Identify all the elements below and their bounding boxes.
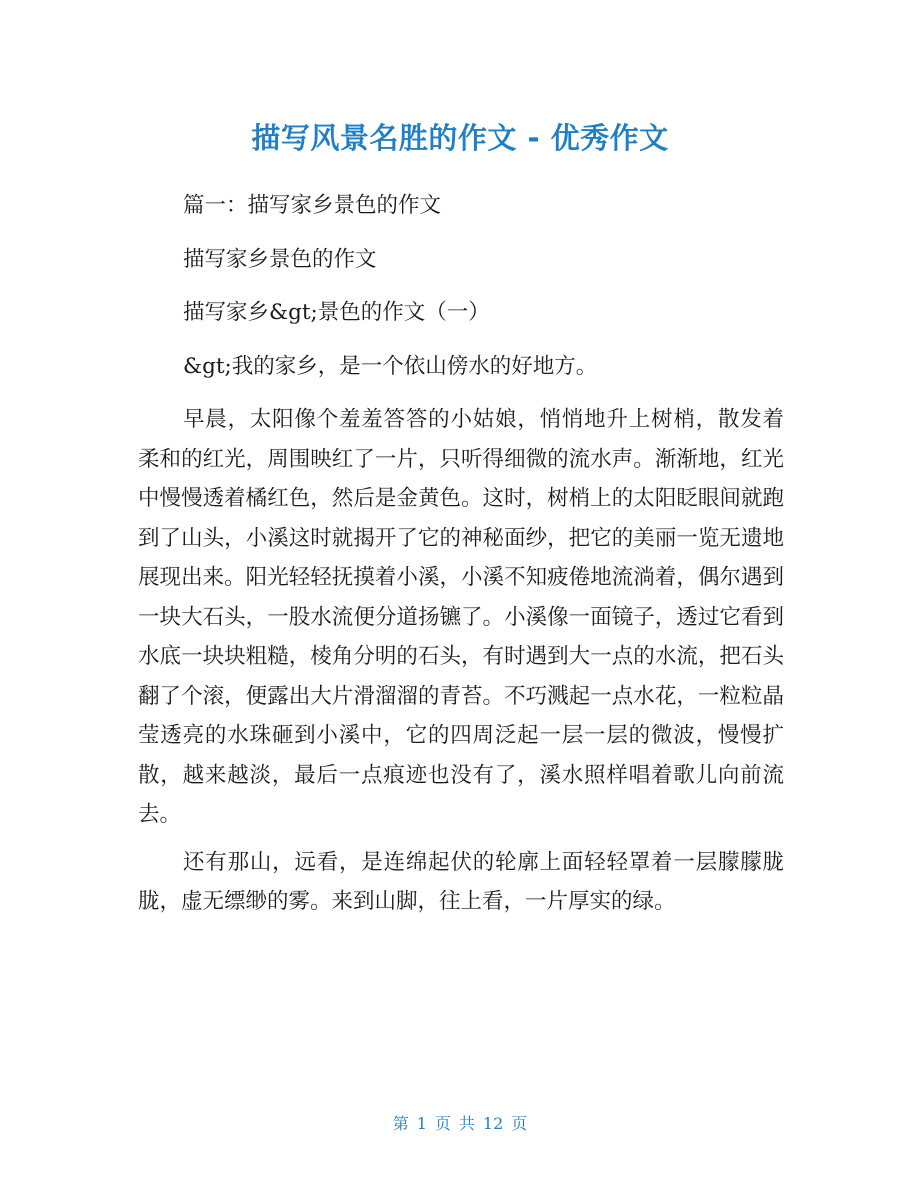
footer-label-ye: 页 xyxy=(434,1114,451,1133)
footer-page-number: 1 xyxy=(416,1114,427,1133)
footer-label-di: 第 xyxy=(392,1114,409,1133)
paragraph-morning-stream: 早晨，太阳像个羞羞答答的小姑娘，悄悄地升上树梢，散发着柔和的红光，周围映红了一片，只听得细微的流水声。渐渐地，红光中慢慢透着橘红色，然后是金黄色。这时，树梢上的太阳眨眼间就跑到了山头，小溪这时就揭开了它的神秘面纱，把它的美丽一览无遗地展现出来。阳光轻轻抚摸着小溪，小溪不知疲倦地流淌着，偶尔遇到一块大石头，一股水流便分道扬镳了。小溪像一面镜子，透过它看到水底一块块粗糙，棱角分明的石头，有时遇到大一点的水流，把石头翻了个滚，便露出大片滑溜溜的青苔。不巧溅起一点水花，一粒粒晶莹透亮的水珠砸到小溪中，它的四周泛起一层一层的微波，慢慢扩散，越来越淡，最后一点痕迹也没有了，溪水照样唱着歌儿向前流去。 xyxy=(138,407,784,827)
page-footer xyxy=(0,1112,920,1136)
footer-label-gong: 共 xyxy=(458,1114,475,1133)
paragraph-section-heading: 篇一：描写家乡景色的作文 xyxy=(183,193,442,218)
footer-total-pages: 12 xyxy=(482,1114,504,1133)
paragraph-mountain: 还有那山，远看，是连绵起伏的轮廓上面轻轻罩着一层朦朦胧胧，虚无缥缈的雾。来到山脚，往上看，一片厚实的绿。 xyxy=(138,849,784,914)
paragraph-subheading: 描写家乡&gt;景色的作文（一） xyxy=(183,300,490,325)
paragraph-subtitle: 描写家乡景色的作文 xyxy=(183,246,377,272)
footer-label-ye2: 页 xyxy=(511,1114,528,1133)
document-body xyxy=(138,186,784,930)
paragraph-intro: &gt;我的家乡，是一个依山傍水的好地方。 xyxy=(183,353,598,379)
document-title: 描写风景名胜的作文 - 优秀作文 xyxy=(251,121,669,155)
